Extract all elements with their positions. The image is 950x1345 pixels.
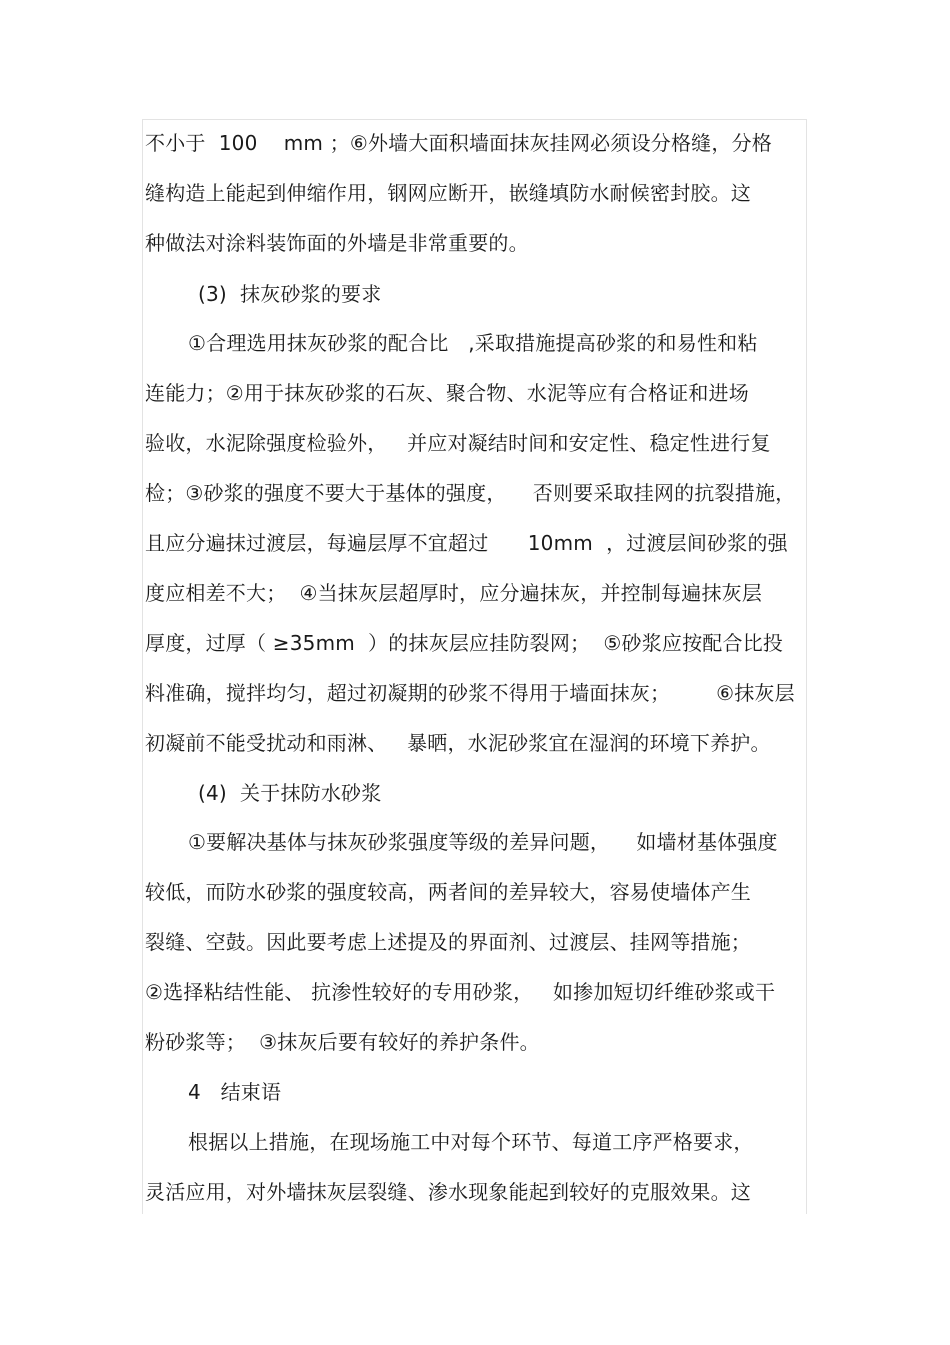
text-line: 裂缝、空鼓。因此要考虑上述提及的界面剂、过渡层、挂网等措施； xyxy=(145,930,751,954)
text-line: 度应相差不大； ④当抹灰层超厚时，应分遍抹灰，并控制每遍抹灰层 xyxy=(145,581,763,605)
text-line: 缝构造上能起到伸缩作用，钢网应断开，嵌缝填防水耐候密封胶。这 xyxy=(145,181,751,205)
text-line: 灵活应用，对外墙抹灰层裂缝、渗水现象能起到较好的克服效果。这 xyxy=(145,1180,751,1204)
text-line: 连能力；②用于抹灰砂浆的石灰、聚合物、水泥等应有合格证和进场 xyxy=(145,381,749,405)
text-line: ②选择粘结性能、 抗渗性较好的专用砂浆， 如掺加短切纤维砂浆或干 xyxy=(145,980,776,1004)
section-heading: 4 结束语 xyxy=(188,1080,282,1104)
text-line: 且应分遍抹过渡层，每遍层厚不宜超过 10mm ，过渡层间砂浆的强 xyxy=(145,531,788,555)
text-line: 种做法对涂料装饰面的外墙是非常重要的。 xyxy=(145,231,529,255)
text-line: ①要解决基体与抹灰砂浆强度等级的差异问题， 如墙材基体强度 xyxy=(188,830,778,854)
section-heading: (4) 关于抹防水砂浆 xyxy=(198,781,382,805)
text-line: 根据以上措施，在现场施工中对每个环节、每道工序严格要求， xyxy=(188,1130,754,1154)
text-line: ①合理选用抹灰砂浆的配合比 ,采取措施提高砂浆的和易性和粘 xyxy=(188,331,758,355)
section-heading: (3) 抹灰砂浆的要求 xyxy=(198,282,382,306)
text-line: 较低，而防水砂浆的强度较高，两者间的差异较大，容易使墙体产生 xyxy=(145,880,751,904)
text-line: 厚度，过厚（ ≥35mm ）的抹灰层应挂防裂网； ⑤砂浆应按配合比投 xyxy=(145,631,784,655)
text-line: 不小于 100 mm ；⑥外墙大面积墙面抹灰挂网必须设分格缝，分格 xyxy=(145,131,772,155)
text-line: 粉砂浆等； ③抹灰后要有较好的养护条件。 xyxy=(145,1030,540,1054)
text-line: 初凝前不能受扰动和雨淋、 暴晒，水泥砂浆宜在湿润的环境下养护。 xyxy=(145,731,771,755)
text-line: 料准确，搅拌均匀，超过初凝期的砂浆不得用于墙面抹灰； ⑥抹灰层 xyxy=(145,681,795,705)
text-line: 验收，水泥除强度检验外， 并应对凝结时间和安定性、稳定性进行复 xyxy=(145,431,771,455)
text-line: 检；③砂浆的强度不要大于基体的强度， 否则要采取挂网的抗裂措施， xyxy=(145,481,796,505)
